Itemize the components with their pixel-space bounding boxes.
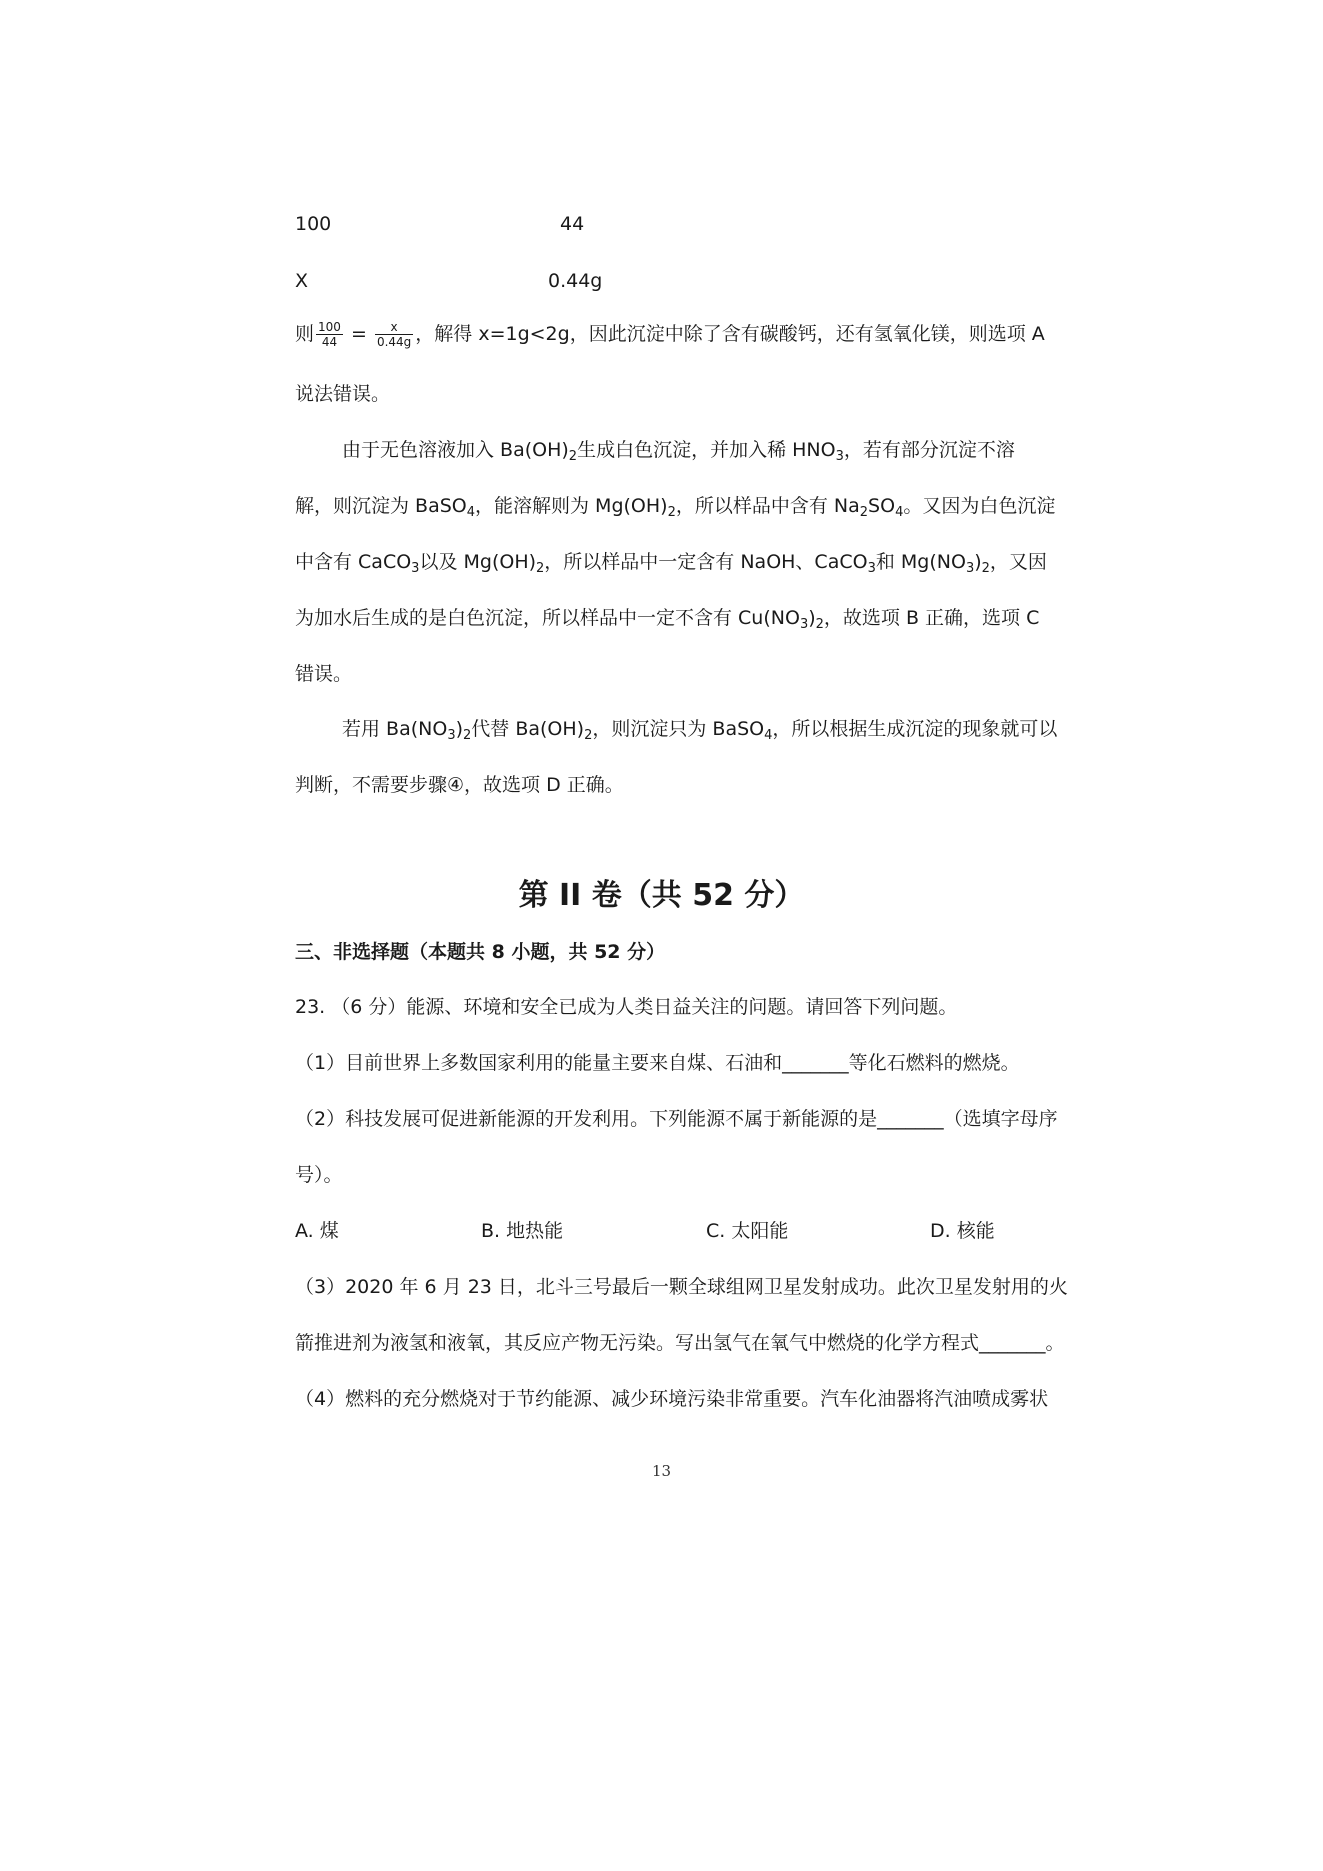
volume-heading: 第 II 卷（共 52 分） <box>518 878 805 913</box>
eq-rest: ，解得 x=1g<2g，因此沉淀中除了含有碳酸钙，还有氢氧化镁，则选项 A <box>415 323 1045 345</box>
option-a: A. 煤 <box>295 1220 339 1242</box>
para1-line4: 为加水后生成的是白色沉淀，所以样品中一定不含有 $Cu(NO_3)_2$，故选项 B 正确，选项 C <box>295 607 1040 632</box>
calc-conclusion: 说法错误。 <box>295 383 391 405</box>
para2-line1: 若用 $Ba(NO_3)_2$代替 $Ba(OH)_2$，则沉淀只为 BaSO$_4$，所以根据生成沉淀的现象就可以 <box>342 718 1058 743</box>
q23-part1: （1）目前世界上多数国家利用的能量主要来自煤、石油和_______等化石燃料的燃烧。 <box>295 1052 1020 1074</box>
option-b: B. 地热能 <box>481 1220 564 1242</box>
calc-row1-right: 44 <box>560 213 585 235</box>
para2-line2: 判断，不需要步骤④，故选项 D 正确。 <box>295 774 624 796</box>
para1-line2: 解，则沉淀为 BaSO$_4$，能溶解则为 $Mg(OH)_2$，所以样品中含有 $Na_2SO_4$。又因为白色沉淀 <box>295 495 1056 520</box>
para1-line3: 中含有 CaCO$_3$以及 $Mg(OH)_2$，所以样品中一定含有 NaOH、CaCO$_3$和 $Mg(NO_3)_2$，又因 <box>295 551 1047 576</box>
section-title: 三、非选择题（本题共 8 小题，共 52 分） <box>295 941 666 963</box>
option-c: C. 太阳能 <box>706 1220 789 1242</box>
page-number: 13 <box>651 1462 672 1480</box>
eq-sign: = <box>350 323 367 345</box>
eq-prefix: 则 <box>295 323 315 345</box>
q23-part2-line1: （2）科技发展可促进新能源的开发利用。下列能源不属于新能源的是_______（选填字母序 <box>295 1108 1058 1130</box>
q23-part3-line2: 箭推进剂为液氢和液氧，其反应产物无污染。写出氢气在氧气中燃烧的化学方程式_______。 <box>295 1332 1065 1354</box>
calc-row2-left: X <box>295 270 309 292</box>
q23-part4-line1: （4）燃料的充分燃烧对于节约能源、减少环境污染非常重要。汽车化油器将汽油喷成雾状 <box>295 1388 1049 1410</box>
calc-equation-line <box>295 320 1045 349</box>
q23-part2-line2: 号）。 <box>295 1164 343 1186</box>
fraction-x-044g: $\frac{x}{0.44g}$ <box>376 320 412 349</box>
q23-part3-line1: （3）2020 年 6 月 23 日，北斗三号最后一颗全球组网卫星发射成功。此次卫星发射用的火 <box>295 1276 1068 1298</box>
fraction-100-44: $\frac{100}{44}$ <box>318 320 341 349</box>
para1-line1: 由于无色溶液加入 $Ba(OH)_2$生成白色沉淀，并加入稀 $HNO_3$，若有部分沉淀不溶 <box>342 439 1015 464</box>
calc-row1-left: 100 <box>295 213 332 235</box>
q23-stem: 23. （6 分）能源、环境和安全已成为人类日益关注的问题。请回答下列问题。 <box>295 996 958 1018</box>
option-d: D. 核能 <box>930 1220 995 1242</box>
para1-line5: 错误。 <box>295 663 353 685</box>
calc-row2-right: 0.44g <box>548 270 603 292</box>
